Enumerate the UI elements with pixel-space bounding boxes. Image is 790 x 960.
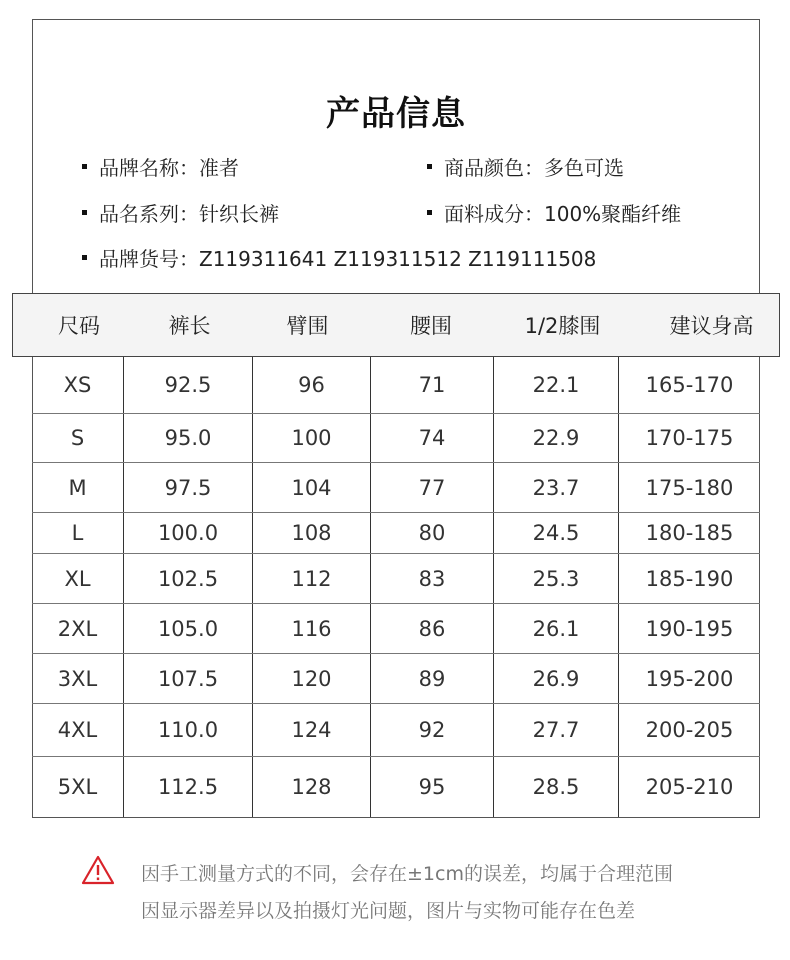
info-material [427, 197, 681, 227]
table-cell: 74 [371, 414, 494, 462]
table-row [32, 357, 760, 414]
bullet-icon [82, 210, 87, 215]
table-cell: 23.7 [494, 463, 619, 512]
table-row [32, 463, 760, 513]
bullet-icon [82, 164, 87, 169]
table-cell: 26.1 [494, 604, 619, 653]
header-size: 尺码 [58, 314, 100, 338]
table-cell: 22.9 [494, 414, 619, 462]
table-row [32, 757, 760, 817]
header-knee: 1/2膝围 [524, 314, 601, 338]
table-cell: 26.9 [494, 654, 619, 703]
table-cell: 195-200 [645, 666, 734, 691]
table-cell: 83 [371, 554, 494, 603]
bullet-icon [427, 164, 432, 169]
table-cell: 107.5 [124, 654, 253, 703]
info-color-text: 商品颜色：多色可选 [444, 155, 624, 180]
table-cell: 108 [253, 513, 371, 553]
table-cell: 112 [253, 554, 371, 603]
table-cell: 92.5 [124, 357, 253, 413]
table-cell: 102.5 [124, 554, 253, 603]
table-cell: 28.5 [494, 757, 619, 817]
table-cell: 3XL [32, 654, 124, 703]
table-cell: 112.5 [124, 757, 253, 817]
size-table-body [32, 357, 760, 817]
table-cell: S [32, 414, 124, 462]
table-cell: 95 [371, 757, 494, 817]
table-cell: 96 [253, 357, 371, 413]
table-cell: 190-195 [645, 616, 734, 641]
table-cell: 170-175 [645, 426, 734, 450]
info-item-no [82, 242, 596, 272]
table-cell: 124 [253, 704, 371, 756]
table-cell: 95.0 [124, 414, 253, 462]
header-arm: 臂围 [286, 314, 329, 338]
warning-icon [81, 855, 115, 885]
table-cell: L [32, 513, 124, 553]
table-cell: 86 [371, 604, 494, 653]
header-length: 裤长 [168, 314, 211, 338]
table-cell: 100.0 [124, 513, 253, 553]
table-cell: 200-205 [645, 718, 734, 742]
bullet-icon [427, 210, 432, 215]
header-waist: 腰围 [410, 314, 452, 338]
table-cell: 71 [371, 357, 494, 413]
table-cell: 105.0 [124, 604, 253, 653]
table-row [32, 654, 760, 704]
size-table-header [12, 293, 780, 357]
table-cell: 110.0 [124, 704, 253, 756]
table-cell: 104 [253, 463, 371, 512]
table-cell: XS [32, 357, 124, 413]
table-cell: 89 [371, 654, 494, 703]
table-cell: 175-180 [645, 475, 734, 500]
table-row [32, 604, 760, 654]
table-cell: 205-210 [645, 775, 734, 799]
info-series-text: 品名系列：针织长裤 [99, 201, 279, 226]
table-row [32, 414, 760, 463]
table-row [32, 704, 760, 757]
info-series [82, 197, 279, 227]
table-cell: 180-185 [645, 521, 734, 545]
table-cell: 97.5 [124, 463, 253, 512]
table-cell: 120 [253, 654, 371, 703]
table-cell: 77 [371, 463, 494, 512]
table-cell: 22.1 [494, 357, 619, 413]
table-cell: 128 [253, 757, 371, 817]
table-cell: 92 [371, 704, 494, 756]
header-height: 建议身高 [669, 314, 754, 338]
table-cell: 80 [371, 513, 494, 553]
table-row [32, 554, 760, 604]
table-cell: 25.3 [494, 554, 619, 603]
info-material-text: 面料成分：100%聚酯纤维 [444, 201, 682, 226]
info-brand-text: 品牌名称：准者 [99, 155, 239, 180]
table-cell: 5XL [32, 757, 124, 817]
info-brand [82, 151, 239, 181]
note-measurement: 因手工测量方式的不同，会存在±1cm的误差，均属于合理范围 [141, 863, 673, 885]
table-cell: 2XL [32, 604, 124, 653]
table-cell: 165-170 [645, 373, 734, 397]
bullet-icon [82, 255, 87, 260]
table-cell: 27.7 [494, 704, 619, 756]
table-cell: 4XL [32, 704, 124, 756]
table-cell: XL [32, 554, 124, 603]
table-cell: 24.5 [494, 513, 619, 553]
table-cell: 185-190 [645, 566, 734, 591]
info-item-no-text: 品牌货号：Z119311641 Z119311512 Z119111508 [99, 246, 597, 271]
table-row [32, 513, 760, 554]
info-color [427, 151, 624, 181]
table-cell: 100 [253, 414, 371, 462]
table-cell: M [32, 463, 124, 512]
page-title: 产品信息 [326, 94, 466, 134]
table-cell: 116 [253, 604, 371, 653]
note-color: 因显示器差异以及拍摄灯光问题，图片与实物可能存在色差 [141, 900, 636, 922]
